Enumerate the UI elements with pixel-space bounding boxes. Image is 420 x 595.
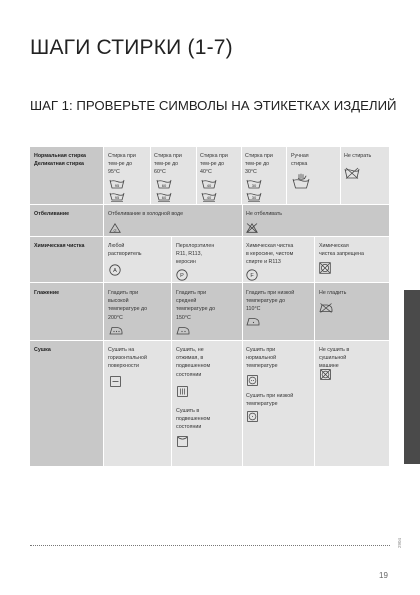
cell-line: температуре: [246, 401, 278, 408]
no-tumble-text: [319, 346, 387, 371]
cell-line: Сушить на: [108, 347, 135, 353]
no-iron-text: Не гладить: [319, 290, 347, 296]
cell-line: Стирка при: [108, 153, 136, 159]
col-divider: [314, 282, 315, 466]
do-not-wash-icon: [344, 167, 360, 179]
wash-header: [34, 152, 104, 168]
tumble-low-icon: [247, 411, 258, 422]
cell-line: тем-ре до: [200, 161, 225, 168]
cell-line: Сушить при низкой: [246, 393, 294, 399]
col-divider: [242, 236, 243, 282]
cell-line: подвешенном: [176, 416, 211, 423]
wash-60-text: [154, 152, 196, 177]
cell-line: растворитель: [108, 251, 142, 258]
tumble-normal-text: [246, 346, 314, 371]
cell-line: 200°C: [108, 314, 123, 321]
svg-text:cl: cl: [113, 227, 117, 233]
col-divider: [242, 204, 243, 236]
cell-line: высокой: [108, 298, 129, 305]
cell-line: Не стирать: [344, 153, 372, 159]
cell-line: температуре до: [108, 306, 148, 313]
wash-30-text: [245, 152, 287, 177]
no-tumble-dry-icon: [320, 369, 331, 380]
svg-text:P: P: [180, 273, 184, 279]
iron-one-dot-icon: [246, 317, 260, 326]
iron-low-text: [246, 289, 314, 314]
page-number: 19: [379, 571, 388, 580]
care-symbols-table: [30, 147, 389, 466]
cell-line: машине: [319, 363, 339, 370]
cell-line: средней: [176, 298, 197, 305]
dry-clean-kerosene-text: [246, 242, 314, 267]
iron-two-dots-icon: [176, 326, 190, 335]
drip-dry-text: [176, 346, 242, 379]
svg-text:60: 60: [161, 182, 167, 188]
svg-text:30: 30: [251, 182, 257, 188]
side-tab: [404, 290, 420, 464]
washtub-30-icon: [246, 179, 262, 189]
dry-flat-text: [108, 346, 170, 371]
cell-line: Химическая чистка: [246, 243, 294, 249]
cell-line: 60°C: [154, 169, 166, 176]
dry-clean-perc-text: [176, 242, 242, 267]
svg-text:40: 40: [206, 195, 212, 200]
col-divider: [314, 236, 315, 282]
cell-line: горизонтальной: [108, 355, 147, 362]
dry-clean-f-icon: [246, 269, 258, 281]
cell-line: сушильной: [319, 355, 347, 362]
cell-line: Гладить при низкой: [246, 290, 295, 296]
cell-line: тем-ре до: [245, 161, 270, 168]
no-dry-clean-text: [319, 242, 387, 258]
no-wash-text: [344, 152, 389, 160]
tumble-low-text: [246, 392, 314, 408]
wash-40-text: [200, 152, 242, 177]
iron-three-dots-icon: [109, 326, 123, 335]
cell-line: Любой: [108, 243, 125, 249]
cell-line: Не сушить в: [319, 347, 350, 353]
bleach-triangle-icon: [109, 223, 121, 233]
cell-line: R11, R113,: [176, 251, 203, 258]
cell-line: тем-ре до: [108, 161, 133, 168]
washtub-30-delicate-icon: [246, 192, 262, 202]
row-divider: [30, 340, 389, 341]
ironing-header: Глажение: [34, 290, 60, 296]
dry-clean-a-icon: [109, 264, 121, 276]
hand-wash-text: [291, 152, 339, 168]
cell-line: поверхности: [108, 363, 139, 370]
cell-line: чистка запрещена: [319, 251, 364, 258]
cell-line: температуре: [246, 363, 278, 370]
cell-line: подвешенном: [176, 363, 211, 370]
col-divider: [242, 282, 243, 466]
cell-line: отжимая, в: [176, 355, 204, 362]
svg-text:95: 95: [114, 182, 120, 188]
cell-line: температуре до: [176, 306, 216, 313]
iron-medium-text: [176, 289, 242, 322]
dry-flat-icon: [110, 376, 121, 387]
cell-line: Сушить при: [246, 347, 276, 353]
cell-line: 95°C: [108, 169, 120, 176]
col-divider: [150, 147, 151, 204]
svg-text:95: 95: [114, 195, 120, 200]
washtub-95-icon: [109, 179, 125, 189]
dry-clean-header: Химическая чистка: [34, 243, 85, 249]
cell-line: Сушить в: [176, 408, 200, 414]
dry-clean-p-icon: [176, 269, 188, 281]
bleach-cold-text: Отбеливание в холодной воде: [108, 211, 184, 217]
cell-line: Перхлорэтилен: [176, 243, 215, 249]
cell-line: 30°C: [245, 169, 257, 176]
washtub-60-icon: [156, 179, 172, 189]
no-bleach-icon: [246, 223, 258, 233]
washtub-40-icon: [201, 179, 217, 189]
cell-line: Стирка при: [245, 153, 273, 159]
cell-line: Химическая: [319, 243, 349, 249]
tumble-normal-icon: [247, 375, 258, 386]
cell-line: нормальной: [246, 355, 277, 362]
col-divider: [103, 147, 104, 466]
cell-line: температуре до: [246, 298, 286, 305]
cell-line: в керосине, чистом: [246, 251, 294, 258]
svg-text:40: 40: [206, 182, 212, 188]
cell-line: состоянии: [176, 371, 202, 378]
no-iron-icon: [319, 303, 333, 313]
footer-divider: [30, 545, 390, 546]
no-bleach-text: Не отбеливать: [246, 211, 283, 217]
washtub-40-delicate-icon: [201, 192, 217, 202]
hand-wash-icon: [292, 173, 310, 189]
bleach-header: Отбеливание: [34, 211, 70, 217]
washtub-95-delicate-icon: [109, 192, 125, 202]
row-divider: [30, 236, 389, 237]
col-divider: [171, 236, 172, 282]
col-divider: [196, 147, 197, 204]
cell-line: 40°C: [200, 169, 212, 176]
iron-high-text: [108, 289, 170, 322]
cell-line: 150°C: [176, 314, 191, 321]
cell-line: тем-ре до: [154, 161, 179, 168]
cell-line: Ручная: [291, 153, 309, 159]
page-title: ШАГИ СТИРКИ (1-7): [30, 36, 233, 59]
drying-header: Сушка: [34, 347, 51, 353]
cell-line: Стирка при: [200, 153, 228, 159]
cell-line: керосин: [176, 259, 196, 266]
row-divider: [30, 282, 389, 283]
svg-text:30: 30: [251, 195, 257, 200]
cell-line: Стирка при: [154, 153, 182, 159]
washtub-60-delicate-icon: [156, 192, 172, 202]
dry-clean-any-text: [108, 242, 170, 258]
drip-dry-icon: [177, 386, 188, 397]
cell-line: Гладить при: [176, 290, 207, 296]
svg-text:A: A: [113, 268, 117, 274]
cell-line: стирка: [291, 161, 308, 168]
line-dry-icon: [177, 436, 188, 447]
svg-text:60: 60: [161, 195, 167, 200]
bleach-row-bg: [30, 204, 389, 236]
cell-line: Сушить, не: [176, 347, 204, 353]
wash-header-normal: Нормальная стирка: [34, 153, 86, 159]
cell-line: спирте и R113: [246, 259, 281, 266]
svg-text:F: F: [250, 273, 254, 279]
wash-header-delicate: Деликатная стирка: [34, 161, 84, 168]
step-title: ШАГ 1: ПРОВЕРЬТЕ СИМВОЛЫ НА ЭТИКЕТКАХ ИЗДЕЛИЙ: [30, 98, 397, 113]
document-code: 2904: [397, 537, 402, 548]
cell-line: состоянии: [176, 424, 202, 431]
cell-line: Гладить при: [108, 290, 139, 296]
no-dry-clean-icon: [319, 262, 331, 274]
row-divider: [30, 204, 389, 205]
cell-line: 110°C: [246, 306, 261, 313]
col-divider: [340, 147, 341, 204]
line-dry-text: [176, 407, 242, 432]
wash-95-text: [108, 152, 150, 177]
col-divider: [171, 282, 172, 466]
